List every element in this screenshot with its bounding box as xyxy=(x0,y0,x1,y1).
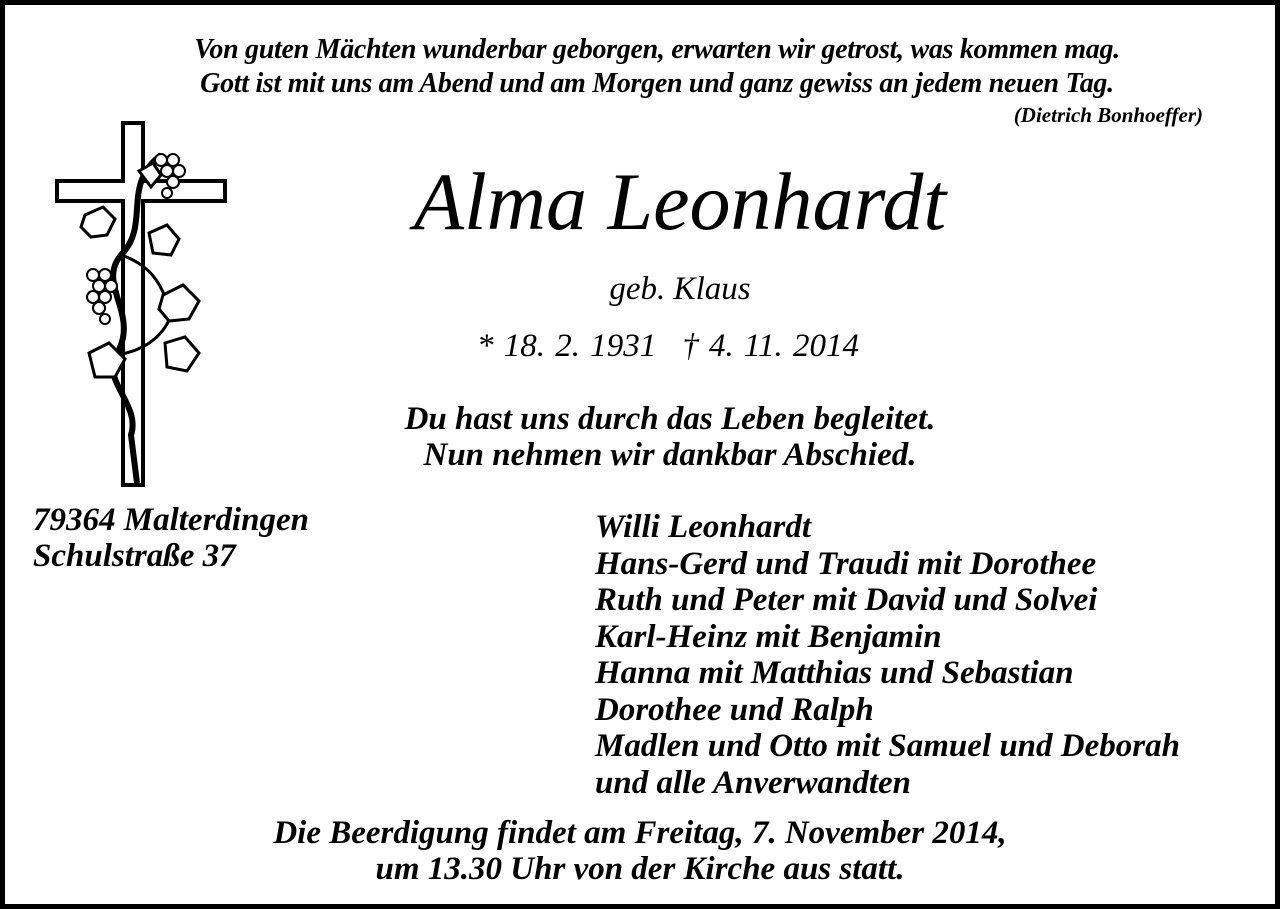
mourner-line: Ruth und Peter mit David und Solvei xyxy=(595,582,1098,618)
mourner-line: Hanna mit Matthias und Sebastian xyxy=(595,655,1074,691)
funeral-line-2: um 13.30 Uhr von der Kirche aus statt. xyxy=(375,851,905,887)
funeral-line-1: Die Beerdigung findet am Freitag, 7. November 2014, xyxy=(273,815,1007,851)
mourner-address xyxy=(33,502,309,574)
quote-author: (Dietrich Bonhoeffer) xyxy=(1013,103,1203,127)
quote-line-2: Gott ist mit uns am Abend und am Morgen und ganz gewiss an jedem neuen Tag. xyxy=(200,68,1114,99)
address-line-2: Schulstraße 37 xyxy=(33,538,236,574)
mourner-line: und alle Anverwandten xyxy=(595,764,911,801)
mourners-list xyxy=(595,509,1180,801)
funeral-info xyxy=(5,815,1275,887)
mourner-line: Dorothee und Ralph xyxy=(595,691,874,728)
verse-line-1: Du hast uns durch das Leben begleitet. xyxy=(404,401,936,437)
address-line-1: 79364 Malterdingen xyxy=(33,502,309,538)
mourner-line: Hans-Gerd und Traudi mit Dorothee xyxy=(595,545,1097,582)
birth-name: geb. Klaus xyxy=(609,271,751,307)
quote-line-1: Von guten Mächten wunderbar geborgen, erwarten wir getrost, was kommen mag. xyxy=(194,34,1120,65)
farewell-verse xyxy=(5,401,1280,473)
mourner-line: Madlen und Otto mit Samuel und Deborah xyxy=(595,728,1180,764)
birth-date: * 18. 2. 1931 xyxy=(477,328,657,364)
mourner-line: Karl-Heinz mit Benjamin xyxy=(595,618,942,655)
bonhoeffer-quote xyxy=(5,33,1275,101)
verse-line-2: Nun nehmen wir dankbar Abschied. xyxy=(423,437,917,473)
deceased-name: Alma Leonhardt xyxy=(413,156,947,247)
death-date: † 4. 11. 2014 xyxy=(682,328,860,364)
mourner-line: Willi Leonhardt xyxy=(595,509,812,545)
life-dates xyxy=(477,328,859,365)
